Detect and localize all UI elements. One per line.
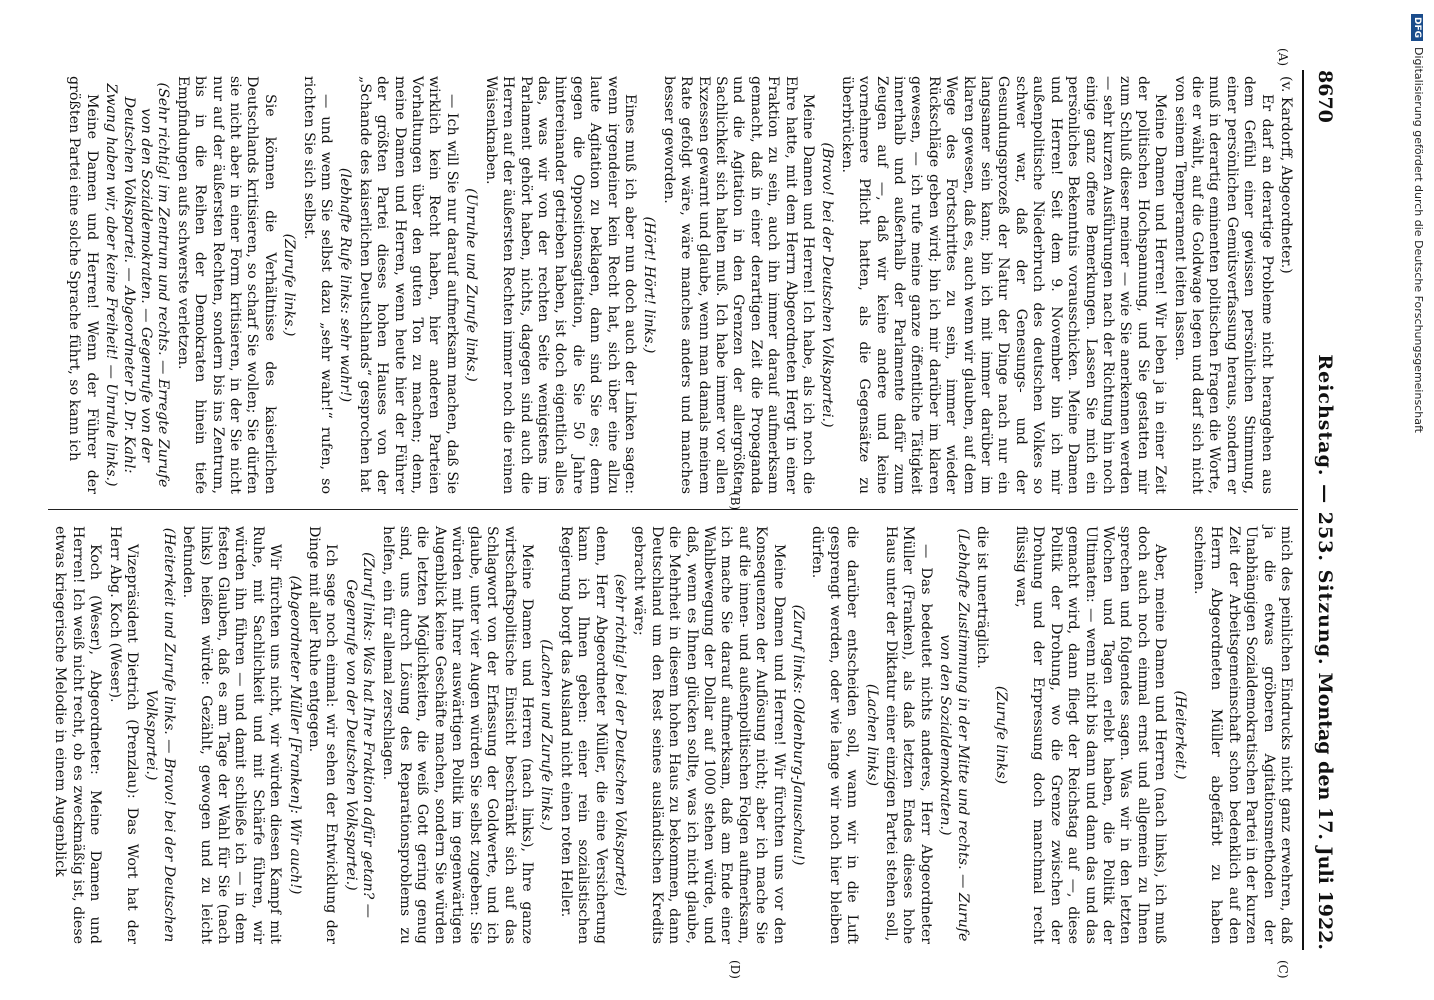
margin-marker-a: (A) bbox=[1276, 48, 1290, 67]
interjection: (Sehr richtig! im Zentrum und rechts. — Erregte Zurufe von den Sozialdemokraten. — Gegenrufe von der Deutschen Volkspartei. — Abgeordneter D. Dr. Kahl: Zwang haben wir, aber keine Freiheit! — Unruhe links.) bbox=[103, 82, 172, 488]
interjection: (Zurufe links.) bbox=[281, 233, 298, 337]
margin-marker-b: (B) bbox=[728, 492, 742, 511]
session-title: Reichstag. — 253. Sitzung. bbox=[1314, 354, 1336, 666]
paragraph: Meine Damen und Herren (nach links), Ihre ganze wirtschaftspolitische Einsicht beschränkt sich auf das Schlagwort von der Erfassung der Goldwerte, und ich glaube, unter vier Augen würden Sie selbst zugeben: Sie würden mit Ihrer auswärtigen Politik im gegenwärtigen Augenblick keine Geschäfte machen, sondern Sie würden die letzten Möglichkeiten, die weiß Gott gering genug sind, uns durch Lösung des Reparationsproblems zu helfen, ein für allemal zerschlagen. bbox=[379, 526, 535, 944]
interjection: (Unruhe und Zurufe links.) bbox=[463, 188, 480, 382]
paragraph: — und wenn Sie selbst dazu „sehr wahr!“ rufen, so richten Sie sich selbst. bbox=[300, 76, 335, 494]
interjection: (sehr richtig! bei der Deutschen Volkspartei) bbox=[611, 573, 628, 897]
interjection: (Heiterkeit und Zurufe links. — Bravo! bei der Deutschen Volkspartei.) bbox=[143, 527, 177, 943]
page-number: 8670 bbox=[1314, 70, 1336, 123]
credit-line bbox=[1405, 14, 1425, 986]
interjection: (Lachen links) bbox=[863, 683, 880, 787]
paragraph: Meine Damen und Herren! Wenn der Führer der größten Partei eine solche Sprache führt, so kann ich bbox=[66, 76, 100, 494]
paragraph: Eines muß ich aber nun doch auch der Linken sagen: wenn irgendeiner kein Recht hat, sich über eine allzu laute Agitation zu beklagen, dann sind Sie es; denn gegen die Oppositionsagitation, die Sie 50 Jahre hintereinander getrieben haben, ist doch eigentlich alles das, was wir von der rechten Seite wenigstens im Parlament gehört haben, nichts, dagegen sind auch die Herren auf der äußersten Rechten immer noch die reinen Waisenknaben. bbox=[482, 76, 638, 494]
margin-marker-d: (D) bbox=[728, 960, 742, 979]
interjection: (Zuruf links: Oldenburg-Januschau!) bbox=[790, 604, 807, 866]
interjection: (Lebhafte Zustimmung in der Mitte und rechts. — Zurufe von den Sozialdemokraten.) bbox=[937, 528, 971, 942]
paragraph: — Das bedeutet nichts anderes, Herr Abgeordneter Müller (Franken), als daß letzten Endes dieses hohe Haus unter der Diktatur einer einzigen Partei stehen soll, bbox=[883, 526, 934, 944]
credit-text: Digitalisierung gefördert durch die Deutsche Forschungsgemeinschaft bbox=[1412, 47, 1425, 433]
header-rule bbox=[1302, 70, 1304, 950]
interjection: (Heiterkeit.) bbox=[1171, 690, 1188, 780]
paragraph: die darüber entscheiden soll, wann wir in die Luft gesprengt werden, oder wie lange wir noch hier bleiben dürfen. bbox=[809, 526, 861, 944]
interjection: (Lachen und Zurufe links.) bbox=[538, 639, 555, 831]
paragraph: Koch (Weser), Abgeordneter: Meine Damen und Herren! Ich weiß nicht recht, ob es zweckmäßig ist, diese etwas kriegerische Melodie in einem Augenblick bbox=[52, 526, 104, 944]
margin-marker-c: (C) bbox=[1276, 960, 1290, 979]
reichstag-page bbox=[42, 48, 1342, 979]
session-date: Montag den 17. Juli 1922. bbox=[1314, 672, 1336, 950]
paragraph: Wir fürchten uns nicht, wir würden diesen Kampf mit Ruhe, mit Sachlichkeit und mit Schärfe führen, wir würden ihn führen — und damit schließe ich — in dem festen Glauben, daß es am Tage der Wahl für Sie (nach links) heißen würde: Gezählt, gewogen und zu leicht befunden. bbox=[180, 526, 284, 944]
interjection: (Abgeordneter Müller [Franken]: Wir auch!) bbox=[286, 575, 303, 895]
dfg-badge: DFG bbox=[1411, 14, 1423, 41]
paragraph: mich des peinlichen Eindrucks nicht ganz erwehren, daß ja die etwas gröberen Agitationsmethoden der Unabhängigen Sozialdemokratischen Partei in der kurzen Zeit der Arbeitsgemeinschaft schon bedenklich auf den Herrn Abgeordneten Müller abgefärbt zu haben scheinen. bbox=[1190, 526, 1294, 944]
column-divider bbox=[48, 509, 1298, 510]
paragraph: Aber, meine Damen und Herren (nach links), ich muß doch auch noch einmal ernst und allgemein zu Ihnen sprechen und folgendes sagen. Was wir in den letzten Wochen und Tagen erlebt haben, die Politik der Ultimaten: — wenn nicht bis dann und dann das und das gemacht wird, dann fliegt der Reichstag auf —, diese Politik der Drohung, wo die Grenze zwischen der Drohung und der Erpressung doch manchmal recht flüssig war, bbox=[1012, 526, 1169, 944]
paragraph: Meine Damen und Herren! Wir leben ja in einer Zeit der politischen Hochspannung, und Sie gestatten mir zum Schluß dieser meiner — wie Sie anerkennen werden — sehr kurzen Ausführungen nach der Richtung hin noch einige ganz offene Bemerkungen. Lassen Sie mich ein persönliches Bekenntnis vorausschicken. Meine Damen und Herren! Seit dem 9. November bin ich mir außenpolitische Niederbruch des deutschen Volkes so schwer war, daß der Genesungs- und der Gesundungsprozeß der Natur der Dinge nach nur ein langsamer sein kann; bin ich mit immer darüber im klaren gewesen, daß es, auch wenn wir glauben, auf dem Wege des Fortschrittes zu sein, immer wieder Rückschläge geben wird; bin ich mir darüber im klaren gewesen, — ich rufe meine ganze öffentliche Tätigkeit innerhalb und außerhalb der Parlamente dafür zum Zeugen auf —, daß wir keine andere und keine vornehmere Pflicht hatten, als die Gegensätze zu überbrücken. bbox=[838, 76, 1169, 494]
interjection: (Bravo! bei der Deutschen Volkspartei.) bbox=[819, 142, 836, 428]
paragraph: Meine Damen und Herren! Ich habe, als ich noch die Ehre hatte, mit dem Herrn Abgeordneten Hergt in einer Fraktion zu sein, auch ihn immer darauf aufmerksam gemacht, daß in einer derartigen Zeit die Propaganda und die Agitation in den Grenzen der allergrößten Sachlichkeit sich halten muß. Ich habe immer vor allen Exzessen gewarnt und glaube, wenn man damals meinem Rate gefolgt wäre, wäre manches anders und manches besser geworden. bbox=[660, 76, 817, 494]
paragraph: — Ich will Sie nur darauf aufmerksam machen, daß Sie wirklich kein Recht haben, hier anderen Parteien Vorhaltungen über den guten Ton zu machen; denn, meine Damen und Herren, wenn heute hier der Führer der größten Partei dieses hohen Hauses von der „Schande des kaiserlichen Deutschlands“ gesprochen hat bbox=[356, 76, 460, 494]
presiding-statement: Vizepräsident Dietrich (Prenzlau): Das Wort hat der Herr Abg. Koch (Weser). bbox=[106, 526, 140, 944]
paragraph: Er darf an derartige Probleme nicht herangehen aus dem Gefühl einer gewissen persönlichen Stimmung, einer persönlichen Gemütsverfassung heraus, sondern er muß in derartig eminenten politischen Fragen die Worte, die er wählt, auf die Goldwage legen und darf sich nicht von seinem Temperament leiten lassen. bbox=[1171, 76, 1275, 494]
digitization-credit bbox=[1405, 14, 1425, 986]
paragraph: Sie können die Verhältnisse des kaiserlichen Deutschlands kritisieren, so scharf Sie wollen; Sie dürfen sie nicht aber in einer Form kritisieren, in der Sie nicht nur auf der äußersten Rechten, sondern bis ins Zentrum, bis in die Reihen der Demokraten hinein tiefe Empfindungen aufs schwerste verletzen. bbox=[174, 76, 278, 494]
paragraph: Meine Damen und Herren! Wir fürchten uns vor den Konsequenzen der Auflösung nicht; aber ich mache Sie auf die innen- und außenpolitischen Folgen aufmerksam, ich mache Sie darauf aufmerksam, daß am Ende einer Wahlbewegung der Dollar auf 1000 stehen würde, und daß, wenn es Ihnen glücken sollte, was ich nicht glaube, die Mehrheit in diesem hohen Haus zu bekommen, dann Deutschland um den Rest seines ausländischen Kredits gebracht wäre; bbox=[631, 526, 787, 944]
paragraph: Ich sage noch einmal: wir sehen der Entwicklung der Dinge mit aller Ruhe entgegen. bbox=[306, 526, 340, 944]
running-header bbox=[1306, 70, 1342, 950]
interjection: (lebhafte Rufe links: sehr wahr!) bbox=[337, 167, 354, 403]
paragraph: die ist unerträglich. bbox=[974, 526, 991, 669]
interjection: (Hört! Hört! links.) bbox=[641, 216, 658, 354]
right-column bbox=[49, 526, 1294, 944]
left-column bbox=[63, 76, 1294, 494]
speaker-line: (v. Kardorff, Abgeordneter.) bbox=[1278, 76, 1294, 274]
interjection: (Zurufe links) bbox=[993, 685, 1010, 785]
interjection: (Zuruf links: Was hat Ihre Fraktion dafür getan? — Gegenrufe von der Deutschen Volkspartei.) bbox=[342, 552, 377, 918]
paragraph: denn, Herr Abgeordneter Müller, die eine Versicherung kann ich Ihnen geben: einer rein sozialistischen Regierung borgt das Ausland nicht einen roten Heller. bbox=[557, 526, 609, 944]
